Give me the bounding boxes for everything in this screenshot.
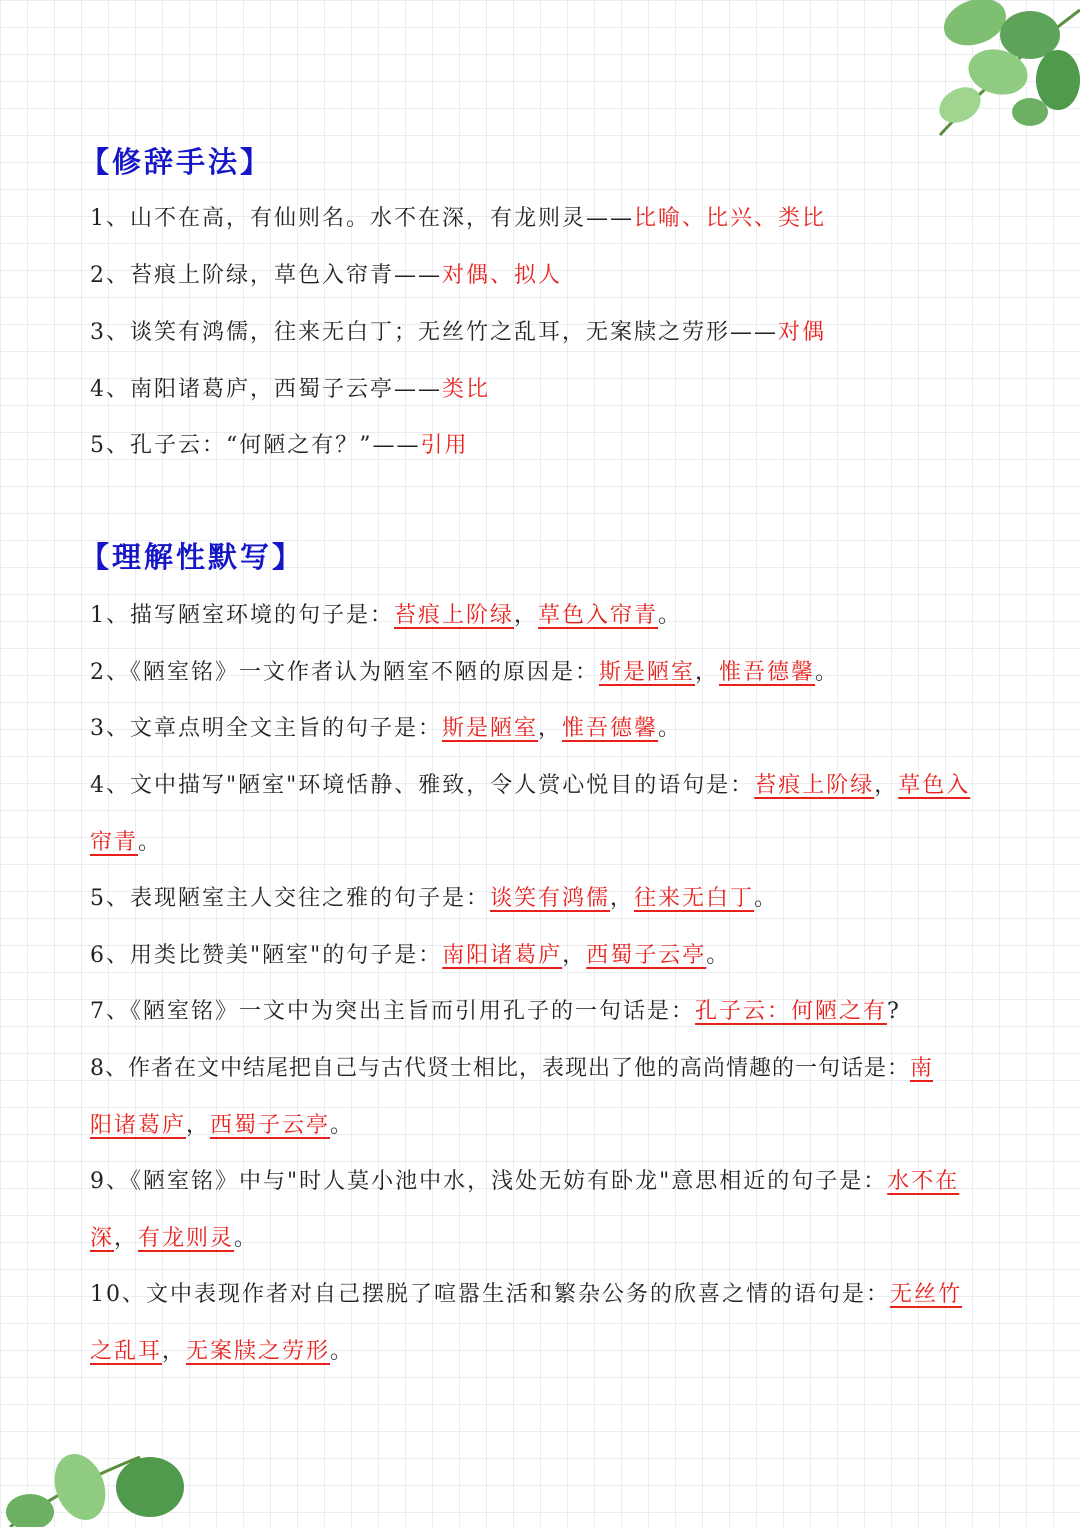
question-7: 7、《陋室铭》一文中为突出主旨而引用孔子的一句话是：孔子云：何陋之有? bbox=[90, 999, 901, 1024]
eucalyptus-leaves-bottom-left-icon bbox=[0, 1387, 200, 1527]
section-title-rhetoric: 【修辞手法】 bbox=[80, 145, 273, 179]
eucalyptus-leaves-top-right-icon bbox=[880, 0, 1080, 140]
section-title-dictation: 【理解性默写】 bbox=[80, 540, 305, 574]
question-3: 3、文章点明全文主旨的句子是：斯是陋室，惟吾德馨。 bbox=[90, 716, 683, 741]
question-4-continued: 帘青。 bbox=[90, 830, 163, 855]
question-9-continued: 深，有龙则灵。 bbox=[90, 1226, 259, 1251]
question-6: 6、用类比赞美"陋室"的句子是：南阳诸葛庐，西蜀子云亭。 bbox=[90, 943, 731, 968]
question-4: 4、文中描写"陋室"环境恬静、雅致，令人赏心悦目的语句是：苔痕上阶绿，草色入 bbox=[90, 773, 971, 798]
question-8-continued: 阳诸葛庐，西蜀子云亭。 bbox=[90, 1113, 355, 1138]
question-1: 1、描写陋室环境的句子是：苔痕上阶绿，草色入帘青。 bbox=[90, 603, 683, 628]
list-item: 2、苔痕上阶绿，草色入帘青——对偶、拟人 bbox=[90, 263, 563, 288]
question-10: 10、文中表现作者对自己摆脱了喧嚣生活和繁杂公务的欣喜之情的语句是：无丝竹 bbox=[90, 1282, 963, 1307]
question-2: 2、《陋室铭》一文作者认为陋室不陋的原因是：斯是陋室，惟吾德馨。 bbox=[90, 660, 840, 685]
list-item: 4、南阳诸葛庐，西蜀子云亭——类比 bbox=[90, 377, 491, 402]
list-item: 5、孔子云：“何陋之有？”——引用 bbox=[90, 433, 469, 458]
question-10-continued: 之乱耳，无案牍之劳形。 bbox=[90, 1339, 355, 1364]
list-item: 3、谈笑有鸿儒，往来无白丁；无丝竹之乱耳，无案牍之劳形——对偶 bbox=[90, 320, 827, 345]
list-item: 1、山不在高，有仙则名。水不在深，有龙则灵——比喻、比兴、类比 bbox=[90, 206, 827, 231]
question-5: 5、表现陋室主人交往之雅的句子是：谈笑有鸿儒，往来无白丁。 bbox=[90, 886, 779, 911]
question-9: 9、《陋室铭》中与"时人莫小池中水，浅处无妨有卧龙"意思相近的句子是：水不在 bbox=[90, 1169, 960, 1194]
question-8: 8、作者在文中结尾把自己与古代贤士相比，表现出了他的高尚情趣的一句话是：南 bbox=[90, 1056, 934, 1081]
